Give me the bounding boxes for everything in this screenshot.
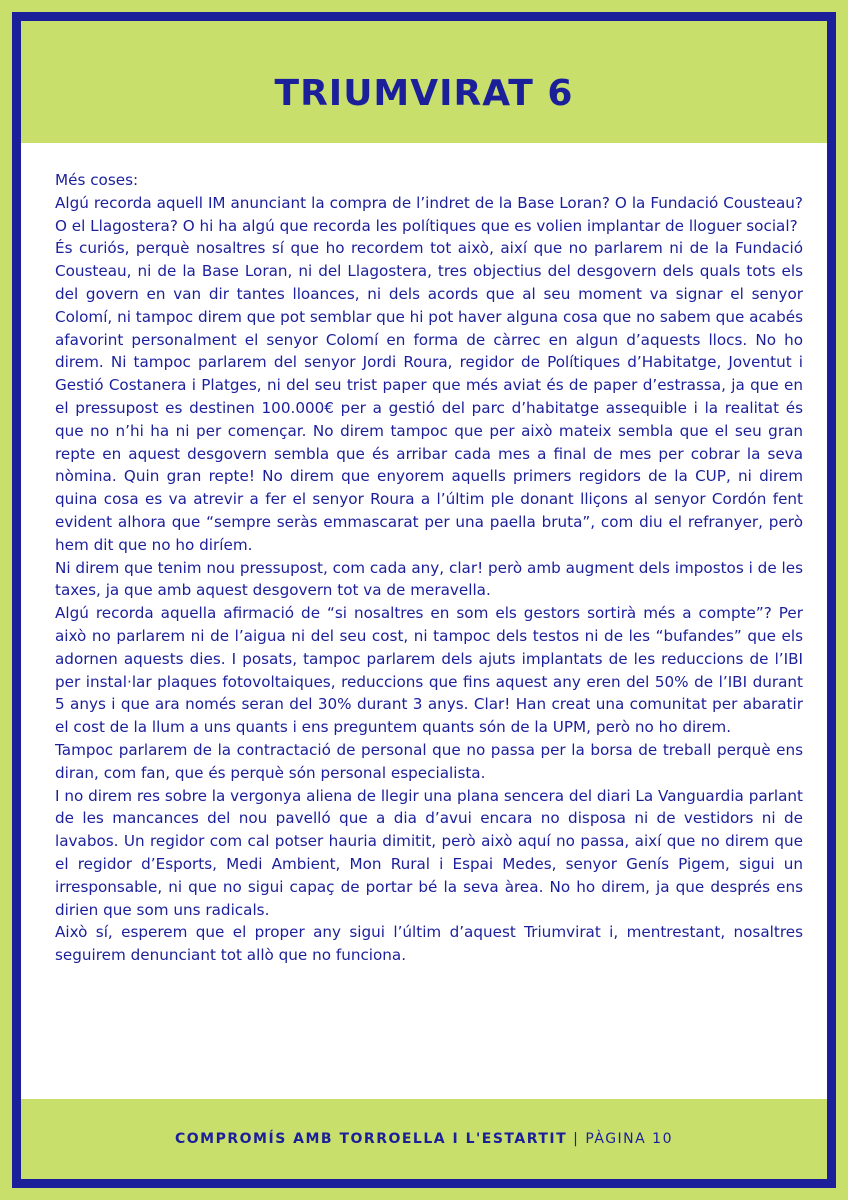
header-band <box>21 21 827 143</box>
paragraph: Algú recorda aquella afirmació de “si nosaltres en som els gestors sortirà més a compte”? Per això no parlarem ni de l’aigua ni del seu cost, ni tampoc dels testos ni de les “bufandes” que els adornen aquests dies. I posats, tampoc parlarem dels ajuts implantats de les reduccions de l’IBI per instal·lar plaques fotovoltaiques, reduccions que fins aquest any eren del 50% de l’IBI durant 5 anys i que ara només seran del 30% durant 3 anys. Clar! Han creat una comunitat per abaratir el cost de la llum a uns quants i ens preguntem quants són de la UPM, però no ho direm. <box>55 604 803 737</box>
footer-organization: COMPROMÍS AMB TORROELLA I L'ESTARTIT <box>175 1131 568 1147</box>
paragraph: Més coses: <box>55 171 139 189</box>
paragraph: I no direm res sobre la vergonya aliena de llegir una plana sencera del diari La Vanguardia parlant de les mancances del nou pavelló que a dia d’avui encara no disposa ni de vestidors ni de lavabos. Un regidor com cal potser hauria dimitit, però això aquí no passa, així que no direm que el regidor d’Esports, Medi Ambient, Mon Rural i Espai Medes, senyor Genís Pigem, sigui un irresponsable, ni que no sigui capaç de portar bé la seva àrea. No ho direm, ja que després ens dirien que som uns radicals. <box>55 786 803 919</box>
footer <box>21 1131 827 1147</box>
paragraph: Algú recorda aquell IM anunciant la compra de l’indret de la Base Loran? O la Fundació Cousteau? O el Llagostera? O hi ha algú que recorda les polítiques que es volien implantar de lloguer social? <box>55 193 803 235</box>
paragraph: Tampoc parlarem de la contractació de personal que no passa per la borsa de treball perquè ens diran, com fan, que és perquè són personal especialista. <box>55 740 803 782</box>
page-title: TRIUMVIRAT 6 <box>274 73 574 114</box>
page-number: PÀGINA 10 <box>585 1131 673 1147</box>
paragraph: Ni direm que tenim nou pressupost, com cada any, clar! però amb augment dels impostos i de les taxes, ja que amb aquest desgovern tot va de meravella. <box>55 558 803 600</box>
article-body <box>55 169 803 967</box>
page-frame <box>12 12 836 1188</box>
footer-band <box>21 1099 827 1179</box>
footer-separator: | <box>567 1131 586 1147</box>
paragraph: Això sí, esperem que el proper any sigui l’últim d’aquest Triumvirat i, mentrestant, nosaltres seguirem denunciant tot allò que no funciona. <box>55 923 803 965</box>
paragraph: És curiós, perquè nosaltres sí que ho recordem tot això, així que no parlarem ni de la Fundació Cousteau, ni de la Base Loran, ni del Llagostera, tres objectius del desgovern dels quals tots els del govern en van dir tantes lloances, ni dels acords que al seu moment va signar el senyor Colomí, ni tampoc direm que pot semblar que hi pot haver alguna cosa que no sabem que acabés afavorint personalment el senyor Colomí en forma de càrrec en algun d’aquests llocs. No ho direm. Ni tampoc parlarem del senyor Jordi Roura, regidor de Polítiques d’Habitatge, Joventut i Gestió Costanera i Platges, ni del seu trist paper que més aviat és de paper d’estrassa, ja que en el pressupost es destinen 100.000€ per a gestió del parc d’habitatge assequible i la realitat és que no n’hi ha ni per començar. No direm tampoc que per això mateix sembla que el seu gran repte en aquest desgovern sembla que és arribar cada mes a final de mes per cobrar la seva nòmina. Quin gran repte! No direm que enyorem aquells primers regidors de la CUP, ni direm quina cosa es va atrevir a fer el senyor Roura a l’últim ple donant lliçons al senyor Cordón fent evident alhora que “sempre seràs emmascarat per una paella bruta”, com diu el refranyer, però hem dit que no ho diríem. <box>55 239 803 554</box>
